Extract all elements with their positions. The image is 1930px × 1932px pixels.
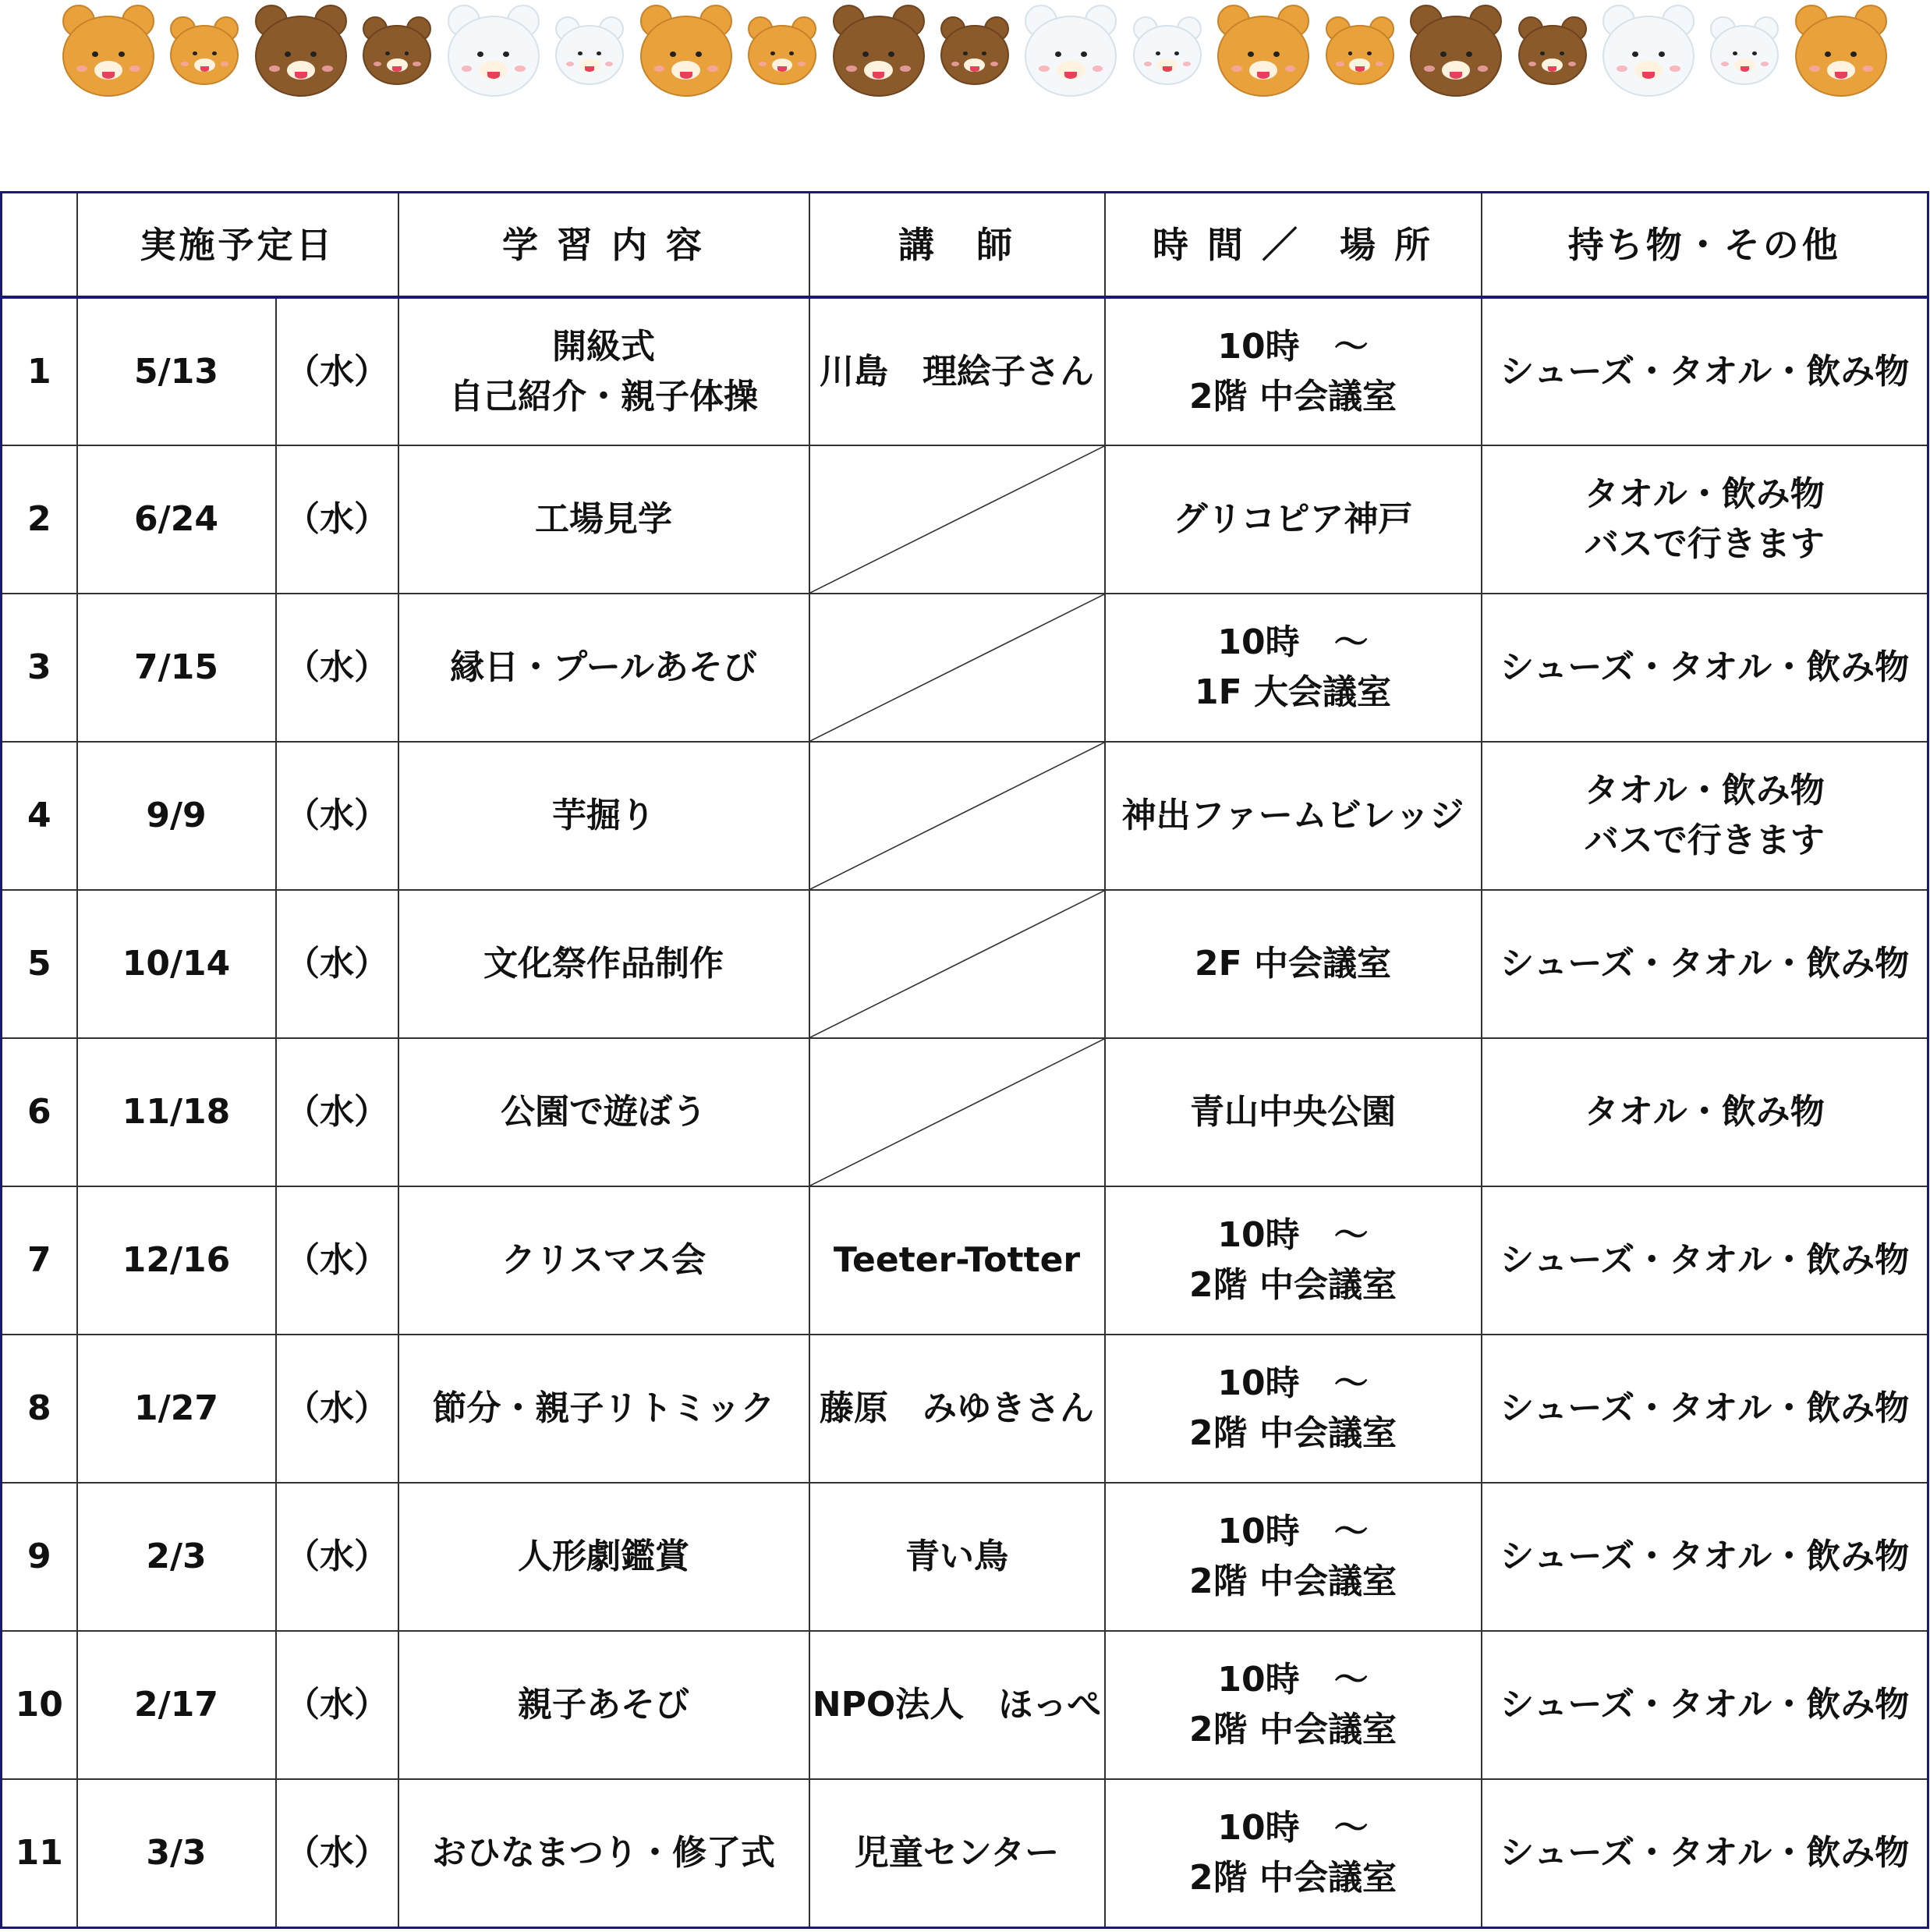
row-day-of-week: （水） bbox=[276, 1335, 398, 1483]
row-items: シューズ・タオル・飲み物 bbox=[1482, 594, 1928, 742]
row-items: シューズ・タオル・飲み物 bbox=[1482, 1631, 1928, 1779]
table-row bbox=[2, 297, 1928, 445]
bear-face-icon bbox=[448, 5, 540, 97]
row-date: 2/17 bbox=[77, 1631, 276, 1779]
header-lecturer: 講 師 bbox=[809, 193, 1105, 298]
row-content: 開級式 自己紹介・親子体操 bbox=[398, 297, 809, 445]
table-row bbox=[2, 1186, 1928, 1335]
row-number: 5 bbox=[2, 890, 77, 1038]
header-time-place: 時 間 ／ 場 所 bbox=[1105, 193, 1482, 298]
row-number: 2 bbox=[2, 445, 77, 594]
table-row bbox=[2, 594, 1928, 742]
bear-face-icon bbox=[555, 16, 624, 85]
table-row bbox=[2, 1779, 1928, 1927]
row-content: クリスマス会 bbox=[398, 1186, 809, 1335]
bear-face-icon bbox=[363, 16, 431, 85]
table-row bbox=[2, 890, 1928, 1038]
slash-line bbox=[810, 594, 1104, 741]
row-date: 11/18 bbox=[77, 1038, 276, 1186]
row-lecturer: 青い鳥 bbox=[809, 1483, 1105, 1631]
slash-line bbox=[810, 743, 1104, 889]
row-content: 芋掘り bbox=[398, 742, 809, 890]
bear-face-icon bbox=[748, 16, 816, 85]
row-time-place: 10時 ～ 2階 中会議室 bbox=[1105, 1186, 1482, 1335]
row-date: 6/24 bbox=[77, 445, 276, 594]
header-row bbox=[2, 193, 1928, 298]
row-number: 9 bbox=[2, 1483, 77, 1631]
row-time-place: 10時 ～ 2階 中会議室 bbox=[1105, 1631, 1482, 1779]
row-content: 節分・親子リトミック bbox=[398, 1335, 809, 1483]
row-number: 4 bbox=[2, 742, 77, 890]
row-lecturer bbox=[809, 890, 1105, 1038]
header-no bbox=[2, 193, 77, 298]
row-day-of-week: （水） bbox=[276, 1038, 398, 1186]
row-content: 人形劇鑑賞 bbox=[398, 1483, 809, 1631]
row-day-of-week: （水） bbox=[276, 297, 398, 445]
row-items: タオル・飲み物 バスで行きます bbox=[1482, 742, 1928, 890]
row-items: タオル・飲み物 バスで行きます bbox=[1482, 445, 1928, 594]
row-time-place: 10時 ～ 2階 中会議室 bbox=[1105, 1335, 1482, 1483]
row-number: 11 bbox=[2, 1779, 77, 1927]
table-row bbox=[2, 1038, 1928, 1186]
row-date: 7/15 bbox=[77, 594, 276, 742]
row-lecturer bbox=[809, 445, 1105, 594]
bear-face-icon bbox=[1217, 5, 1309, 97]
bear-face-icon bbox=[640, 5, 732, 97]
bear-face-icon bbox=[62, 5, 154, 97]
row-date: 3/3 bbox=[77, 1779, 276, 1927]
bear-face-icon bbox=[1602, 5, 1695, 97]
row-time-place: 青山中央公園 bbox=[1105, 1038, 1482, 1186]
row-lecturer bbox=[809, 1038, 1105, 1186]
table-row bbox=[2, 1483, 1928, 1631]
header-items: 持ち物・その他 bbox=[1482, 193, 1928, 298]
bear-face-icon bbox=[940, 16, 1009, 85]
row-lecturer: NPO法人 ほっぺ bbox=[809, 1631, 1105, 1779]
schedule-table bbox=[0, 191, 1929, 1929]
row-items: シューズ・タオル・飲み物 bbox=[1482, 890, 1928, 1038]
header-date: 実施予定日 bbox=[77, 193, 398, 298]
row-content: 縁日・プールあそび bbox=[398, 594, 809, 742]
row-content: 文化祭作品制作 bbox=[398, 890, 809, 1038]
row-items: タオル・飲み物 bbox=[1482, 1038, 1928, 1186]
row-day-of-week: （水） bbox=[276, 594, 398, 742]
row-items: シューズ・タオル・飲み物 bbox=[1482, 1483, 1928, 1631]
row-date: 5/13 bbox=[77, 297, 276, 445]
row-lecturer bbox=[809, 594, 1105, 742]
bear-face-icon bbox=[833, 5, 925, 97]
header-content: 学 習 内 容 bbox=[398, 193, 809, 298]
table-row bbox=[2, 742, 1928, 890]
row-items: シューズ・タオル・飲み物 bbox=[1482, 1186, 1928, 1335]
bear-face-icon bbox=[170, 16, 239, 85]
row-day-of-week: （水） bbox=[276, 1631, 398, 1779]
bear-face-icon bbox=[1410, 5, 1502, 97]
row-time-place: 10時 ～ 1F 大会議室 bbox=[1105, 594, 1482, 742]
bear-face-icon bbox=[255, 5, 347, 97]
row-time-place: 2F 中会議室 bbox=[1105, 890, 1482, 1038]
row-lecturer bbox=[809, 742, 1105, 890]
row-number: 10 bbox=[2, 1631, 77, 1779]
row-number: 3 bbox=[2, 594, 77, 742]
row-date: 1/27 bbox=[77, 1335, 276, 1483]
row-time-place: 10時 ～ 2階 中会議室 bbox=[1105, 1779, 1482, 1927]
row-date: 9/9 bbox=[77, 742, 276, 890]
row-time-place: 10時 ～ 2階 中会議室 bbox=[1105, 297, 1482, 445]
table-row bbox=[2, 1335, 1928, 1483]
slash-line bbox=[810, 891, 1104, 1037]
row-lecturer: 藤原 みゆきさん bbox=[809, 1335, 1105, 1483]
row-day-of-week: （水） bbox=[276, 1186, 398, 1335]
row-lecturer: 川島 理絵子さん bbox=[809, 297, 1105, 445]
row-number: 1 bbox=[2, 297, 77, 445]
bear-face-icon bbox=[1710, 16, 1779, 85]
row-items: シューズ・タオル・飲み物 bbox=[1482, 297, 1928, 445]
bear-face-icon bbox=[1326, 16, 1394, 85]
bear-face-icon bbox=[1025, 5, 1117, 97]
row-time-place: 10時 ～ 2階 中会議室 bbox=[1105, 1483, 1482, 1631]
row-content: おひなまつり・修了式 bbox=[398, 1779, 809, 1927]
row-time-place: 神出ファームビレッジ bbox=[1105, 742, 1482, 890]
row-time-place: グリコピア神戸 bbox=[1105, 445, 1482, 594]
row-date: 2/3 bbox=[77, 1483, 276, 1631]
row-lecturer: 児童センター bbox=[809, 1779, 1105, 1927]
row-items: シューズ・タオル・飲み物 bbox=[1482, 1779, 1928, 1927]
bear-face-icon bbox=[1795, 5, 1887, 97]
slash-line bbox=[810, 1039, 1104, 1186]
row-day-of-week: （水） bbox=[276, 445, 398, 594]
row-content: 工場見学 bbox=[398, 445, 809, 594]
row-date: 12/16 bbox=[77, 1186, 276, 1335]
row-lecturer: Teeter-Totter bbox=[809, 1186, 1105, 1335]
row-day-of-week: （水） bbox=[276, 1779, 398, 1927]
table-row bbox=[2, 445, 1928, 594]
bear-banner bbox=[62, 0, 1887, 101]
bear-face-icon bbox=[1518, 16, 1587, 85]
row-number: 6 bbox=[2, 1038, 77, 1186]
row-number: 7 bbox=[2, 1186, 77, 1335]
slash-line bbox=[810, 446, 1104, 593]
row-number: 8 bbox=[2, 1335, 77, 1483]
table-row bbox=[2, 1631, 1928, 1779]
bear-face-icon bbox=[1133, 16, 1202, 85]
row-day-of-week: （水） bbox=[276, 890, 398, 1038]
row-content: 公園で遊ぼう bbox=[398, 1038, 809, 1186]
row-day-of-week: （水） bbox=[276, 1483, 398, 1631]
row-day-of-week: （水） bbox=[276, 742, 398, 890]
row-content: 親子あそび bbox=[398, 1631, 809, 1779]
row-date: 10/14 bbox=[77, 890, 276, 1038]
row-items: シューズ・タオル・飲み物 bbox=[1482, 1335, 1928, 1483]
